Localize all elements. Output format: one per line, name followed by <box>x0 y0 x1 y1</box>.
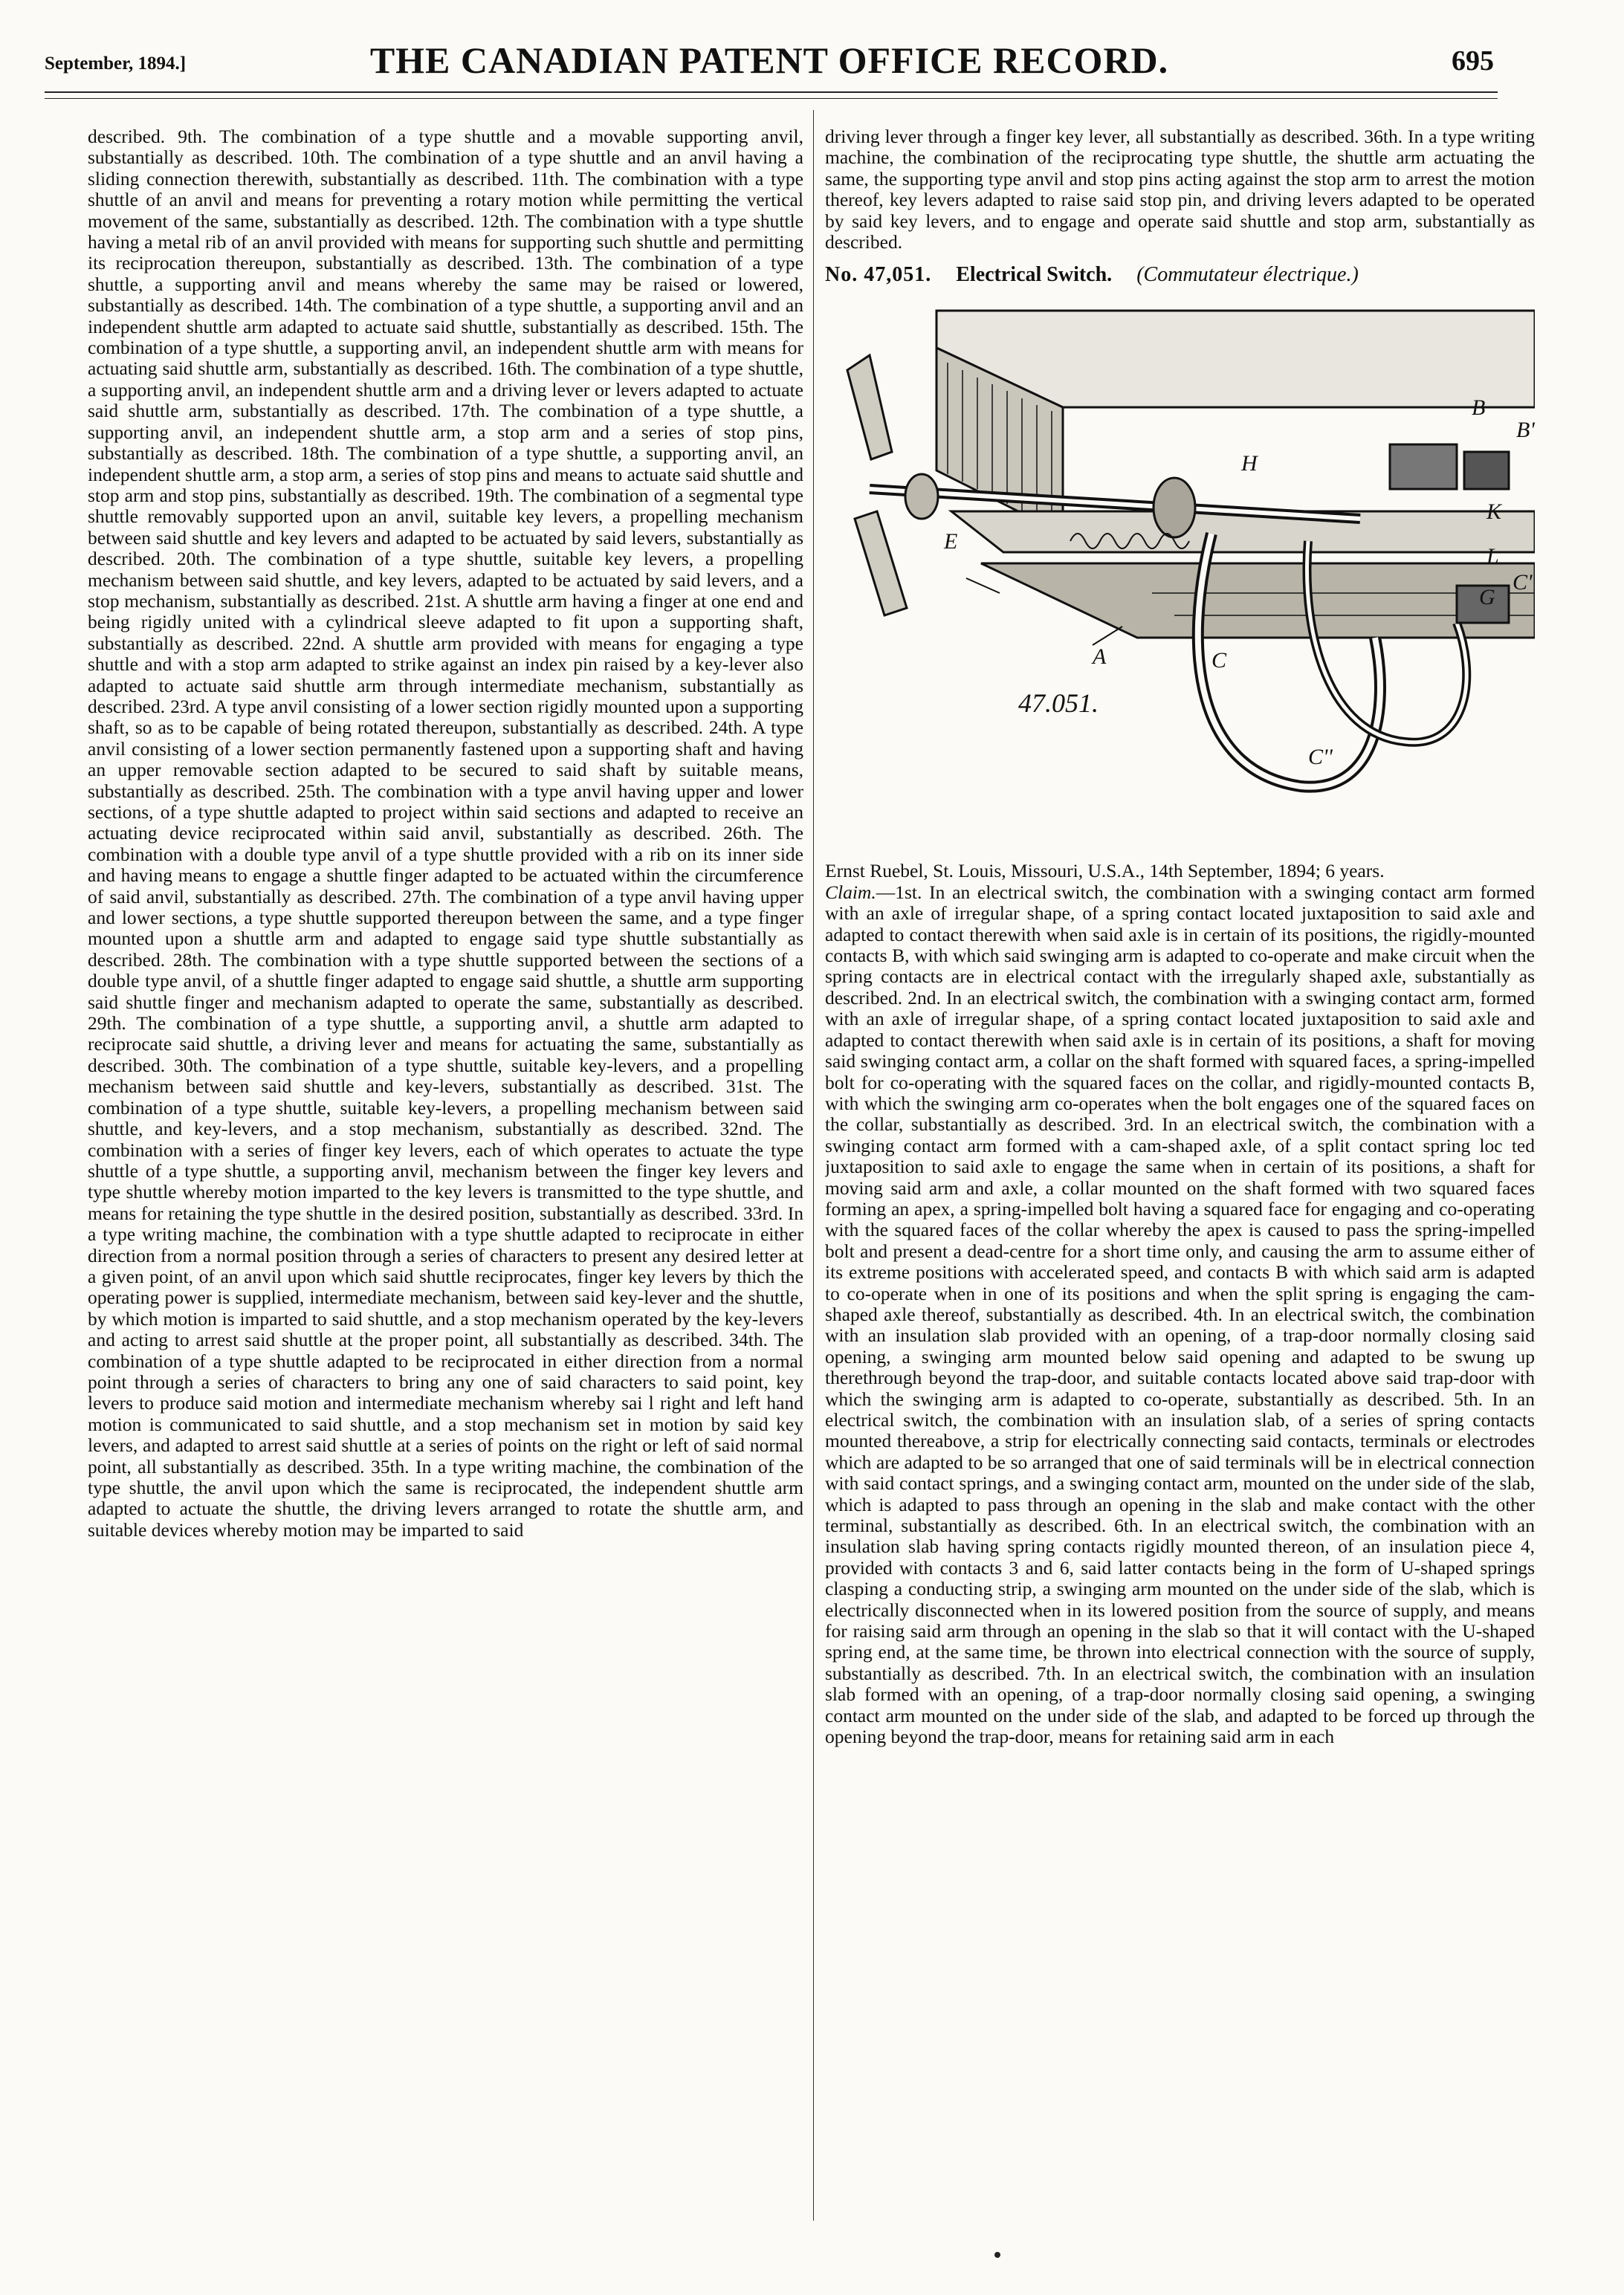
claim-paragraph <box>825 882 1535 1748</box>
label-k: K <box>1486 499 1502 525</box>
patent-heading <box>825 263 1535 287</box>
label-b: B <box>1472 395 1486 421</box>
claim-label: Claim. <box>825 881 876 903</box>
collar <box>1154 478 1195 537</box>
label-g: G <box>1479 585 1495 610</box>
header-rule-thin <box>45 98 1498 99</box>
header-rule <box>45 91 1498 93</box>
left-column-text: described. 9th. The combination of a type shuttle and a movable supporting anvil, substantially as described. 10th. The combination of a type shuttle and an anvil having a sliding connection therewith, substantially as described. 11th. The combination with a type shuttle of an anvil and means for preventing a rotary motion while permitting the vertical movement of the same, substantially as described. 12th. The combination with a type shuttle having a metal rib of an anvil provided with means for supporting such shuttle and permitting its reciprocation thereupon, substantially as described. 13th. The combination of a type shuttle, a supporting anvil and means whereby the same may be raised or lowered, substantially as described. 14th. The combination of a type shuttle, a supporting anvil and an independent shuttle arm adapted to actuate said shuttle, substantially as described. 15th. The combination of a type shuttle, a supporting anvil, an independent shuttle arm with means for actuating said shuttle arm, substantially as described. 16th. The combination of a type shuttle, a supporting anvil, an independent shuttle arm and a driving lever or levers adapted to actuate said shuttle arm, substantially as described. 17th. The combination of a type shuttle, a supporting anvil, an independent shuttle arm, a stop arm and a series of stop pins, substantially as described. 18th. The combination of a type shuttle, a supporting anvil, an independent shuttle arm, a stop arm, a series of stop pins and means to actuate said shuttle and stop arm and stop pins, substantially as described. 19th. The combination of a segmental type shuttle removably supported upon an anvil, suitable key levers, a propelling mechanism between said shuttle and key levers and adapted to be actuated by said levers, substantially as described. 20th. The combination of a type shuttle, suitable key levers, a propelling mechanism between said shuttle, and key levers, adapted to be actuated by said levers, and a stop mechanism, substantially as described. 21st. A shuttle arm having a finger at one end and being rigidly united with a cylindrical sleeve adapted to fit upon a supporting shaft, substantially as described. 22nd. A shuttle arm provided with means for engaging a type shuttle and with a stop arm adapted to strike against an index pin raised by a key-lever also adapted to actuate said shuttle arm through intermediate mechanism, substantially as described. 23rd. A type anvil consisting of a lower section rigidly mounted upon a supporting shaft, so as to be capable of being rotated thereupon, substantially as described. 24th. A type anvil consisting of a lower section permanently fastened upon a supporting shaft and having an upper removable section adapted to be secured to said shaft by suitable means, substantially as described. 25th. The combination with a type anvil having upper and lower sections, of a type shuttle adapted to project within said sections and adapted to receive an actuating device reciprocated within said anvil, substantially as described. 26th. The combination with a double type anvil of a type shuttle provided with a rib on its inner side and having means to engage a shuttle finger adapted to be actuated within the circumference of said anvil, substantially as described. 27th. The combination of a type anvil having upper and lower sections, a type shuttle supported thereupon between the same, and a type finger mounted upon a shuttle arm and adapted to engage said type shuttle substantially as described. 28th. The combination with a type shuttle supported between the sections of a double type anvil, of a shuttle finger adapted to engage said shuttle, a shuttle arm supporting said shuttle finger and mechanism adapted to operate the same, substantially as described. 29th. The combination of a type shuttle, a supporting anvil, a shuttle arm adapted to reciprocate said shuttle, a driving lever and means for actuating the same, substantially as described. 30th. The combination of a type shuttle, suitable key-levers, and a propelling mechanism between said shuttle and key-levers, substantially as described. 31st. The combination of a type shuttle, suitable key-levers, a propelling mechanism between said shuttle, and key-levers, and a stop mechanism, substantially as described. 32nd. The combination with a series of finger key levers, each of which operates to actuate the type shuttle of a type shuttle, a supporting anvil, mechanism between the finger key levers and type shuttle whereby motion imparted to the key levers is transmitted to the type shuttle, and means for retaining the type shuttle in the desired position, substantially as described. 33rd. In a type writing machine, the combination with a type shuttle adapted to reciprocate in either direction from a normal position through a series of characters to present any desired letter at a given point, of an anvil upon which said shuttle reciprocates, finger key levers by thich the operating power is supplied, intermediate mechanism, between said key-lever and the shuttle, by which motion is imparted to said shuttle, and a stop mechanism operated by the key-levers and acting to arrest said shuttle at the proper point, all substantially as described. 34th. The combination of a type shuttle adapted to be reciprocated in either direction from a normal point through a series of characters to bring any one of said characters to said point, key levers to produce said motion and intermediate mechanism whereby sai l right and left hand motion is communicated to said shuttle, and a stop mechanism set in motion by said key levers, and adapted to arrest said shuttle at a series of points on the right or left of said normal point, all substantially as described. 35th. In a type writing machine, the combination of the type shuttle, the anvil upon which the same is reciprocated, the independent shuttle arm adapted to actuate the shuttle, the driving levers arranged to rotate the shuttle arm, and suitable devices whereby motion may be imparted to said <box>88 126 803 1541</box>
header-date: September, 1894.] <box>45 54 187 74</box>
page-number: 695 <box>1452 45 1494 77</box>
claim-text: —1st. In an electrical switch, the combination with a swinging contact arm formed with an axle of irregular shape, of a spring contact located juxtaposition to said axle and adapted to contact therewith when said axle is in certain of its positions, the rigidly-mounted contacts B, with which said swinging arm is adapted to co-operate and make circuit when the spring contacts are in electrical contact with the irregularly shaped axle, substantially as described. 2nd. In an electrical switch, the combination with a swinging contact arm, formed with an axle of irregular shape, of a spring contact located juxtaposition to said axle and adapted to contact therewith when said axle is in certain of its positions, a shaft for moving said swinging contact arm, a collar on the shaft formed with squared faces, a spring-impelled bolt for co-operating with the squared faces on the collar, and rigidly-mounted contacts B, with which the swinging arm co-operates when the bolt engages one of the squared faces on the collar, substantially as described. 3rd. In an electrical switch, the combination with a swinging contact arm formed with a cam-shaped axle, of a split contact spring loc ted juxtaposition to said axle to engage the same when in certain of its positions, a shaft for moving said arm and axle, a collar mounted on the shaft formed with two squared faces forming an apex, a spring-impelled bolt having a squared face for engaging and co-operating with the squared faces of the collar whereby the apex is caused to pass the spring-impelled bolt and present a dead-centre for a short time only, and causing the arm to assume either of its extreme positions with accelerated speed, and contacts B with which said arm is adapted to co-operate when in one of its positions and when the split spring is engaging the cam-shaped axle thereof, substantially as described. 4th. In an electrical switch, the combination with an insulation slab provided with an opening, of a trap-door normally closing said opening, a swinging arm mounted below said opening and adapted to be swung up therethrough beyond the trap-door, and suitable contacts located above said trap-door with which the swinging arm is adapted to co-operate, substantially as described. 5th. In an electrical switch, the combination with an insulation slab, of a series of spring contacts mounted thereabove, a strip for electrically connecting said contacts, terminals or electrodes which are adapted to be so arranged that one of said terminals will be in electrical connection with said contact springs, and a swinging contact arm, mounted on the under side of the slab, which is adapted to pass through an opening in the slab and make contact with the other terminal, substantially as described. 6th. In an electrical switch, the combination with an insulation slab having spring contacts rigidly mounted thereon, of an insulation piece 4, provided with contacts 3 and 6, said latter contacts being in the form of U-shaped springs clasping a conducting strip, a swinging arm mounted on the under side of the slab, which is electrically disconnected when in its lowered position from the source of supply, and means for raising said arm through an opening in the slab so that it will contact with the U-shaped spring end, at the same time, be thrown into electrical connection with the source of supply, substantially as described. 7th. In an electrical switch, the combination with an insulation slab formed with an opening, of a trap-door normally closing said opening, a swinging contact arm mounted on the under side of the slab, and adapted to be forced up through the opening beyond the trap-door, means for retaining said arm in each <box>825 881 1535 1748</box>
label-e: E <box>944 529 958 554</box>
label-b-prime: B' <box>1516 418 1535 443</box>
figure-number: 47.051. <box>1018 688 1099 719</box>
column-divider <box>813 110 814 2221</box>
left-column <box>88 126 803 2204</box>
label-c-prime: C' <box>1513 570 1533 595</box>
label-c: C <box>1211 648 1227 673</box>
patent-number: No. 47,051. <box>825 263 932 287</box>
patent-drawing <box>825 296 1535 846</box>
page-dot <box>994 2252 1000 2258</box>
page-header <box>45 39 1494 83</box>
right-column <box>825 126 1535 2215</box>
label-a: A <box>1093 644 1107 670</box>
patent-title-french: (Commutateur électrique.) <box>1136 263 1359 287</box>
label-h: H <box>1241 451 1258 476</box>
journal-title: THE CANADIAN PATENT OFFICE RECORD. <box>369 39 1169 81</box>
right-column-intro: driving lever through a finger key lever, all substantially as described. 36th. In a type writing machine, the combination of the reciprocating type shuttle, the shuttle arm actuating the same, the supporting type anvil and stop pins acting against the stop arm to arrest the motion thereof, key levers adapted to raise said stop pin, and driving levers adapted to be operated by said key levers, and to engage and operate said shuttle and stop arm, substantially as described. <box>825 126 1535 253</box>
label-c-double: C'' <box>1308 745 1333 770</box>
label-l: L <box>1486 544 1499 569</box>
electrical-switch-drawing <box>825 296 1535 846</box>
patent-title: Electrical Switch. <box>956 263 1113 287</box>
inventor-line: Ernst Ruebel, St. Louis, Missouri, U.S.A., 14th September, 1894; 6 years. <box>825 860 1385 882</box>
contacts-b <box>1390 444 1457 489</box>
